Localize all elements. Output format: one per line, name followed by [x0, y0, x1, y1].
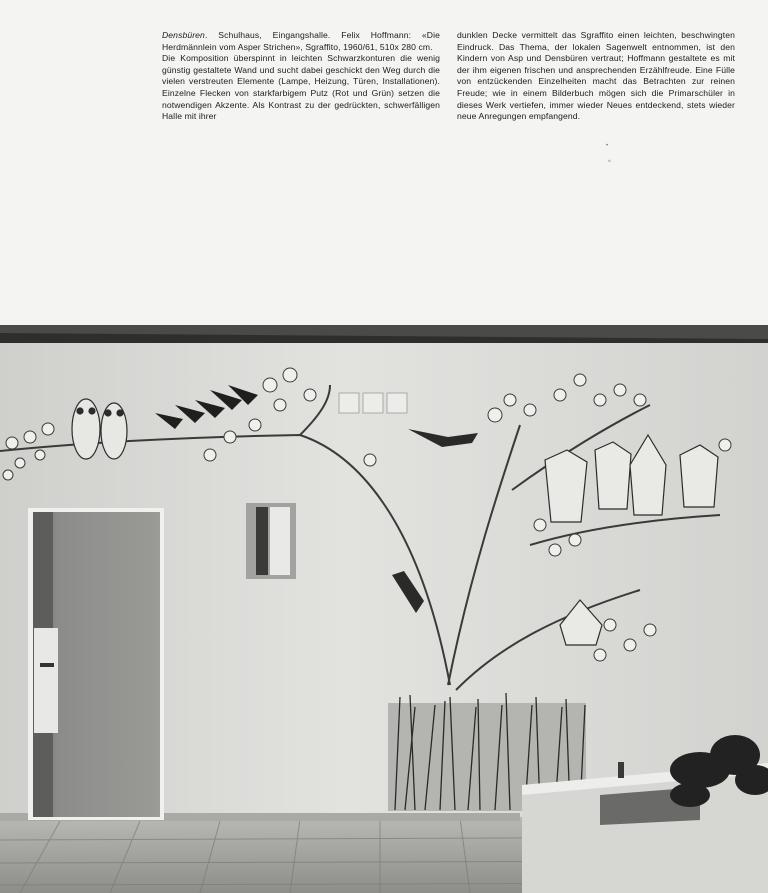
caption-paragraph-right: dunklen Decke vermittelt das Sgraffito einen leichten, beschwingten Eindruck. Das Thema, der lokalen Sagenwelt entnommen, ist den Kindern von Asp und Densbüren vertraut; Hoffmann gestaltete es mit der ihm eigenen frischen und ansprechenden Erzählfreude. Eine Fülle von entzückenden Einzelheiten macht das Betrachten zur reinen Freude; wie in einem Bilderbuch mögen sich die Primarschüler in dieses Werk vertiefen, immer wieder Neues entdeckend, stets wieder neue Anregungen empfangend.: [457, 30, 735, 122]
switch-plate: [339, 393, 359, 413]
print-speck: •: [606, 143, 609, 149]
door-handle: [40, 663, 54, 667]
caption-paragraph-left: Die Komposition überspinnt in leichten Schwarzkonturen die wenig günstig gestaltete Wand und sucht dabei geschickt den Weg durch die vielen verstreuten Elemente (Lampe, Heizung, Türen, Installationen). Einzelne Flecken von starkfarbigem Putz (Rot und Grün) setzen die notwendigen Akzente. Als Kontrast zu der gedrückten, schwerfälligen Halle mit ihrer: [162, 53, 440, 122]
caption-column-right: [457, 30, 735, 123]
print-speck: ^: [608, 160, 611, 166]
mural-photo-drawing: [0, 325, 768, 893]
switch-plate: [363, 393, 383, 413]
caption-place: Densbüren: [162, 30, 205, 40]
door-panel: [34, 628, 58, 733]
mural-photograph: [0, 325, 768, 893]
caption-lead: [162, 30, 440, 53]
caption-lead-text: . Schulhaus, Eingangshalle. Felix Hoffmann: «Die Herdmännlein vom Asper Strichen», Sgraffito, 1960/61, 510x 280 cm.: [162, 30, 440, 52]
switch-plate: [387, 393, 407, 413]
caption-column-left: [162, 30, 440, 123]
